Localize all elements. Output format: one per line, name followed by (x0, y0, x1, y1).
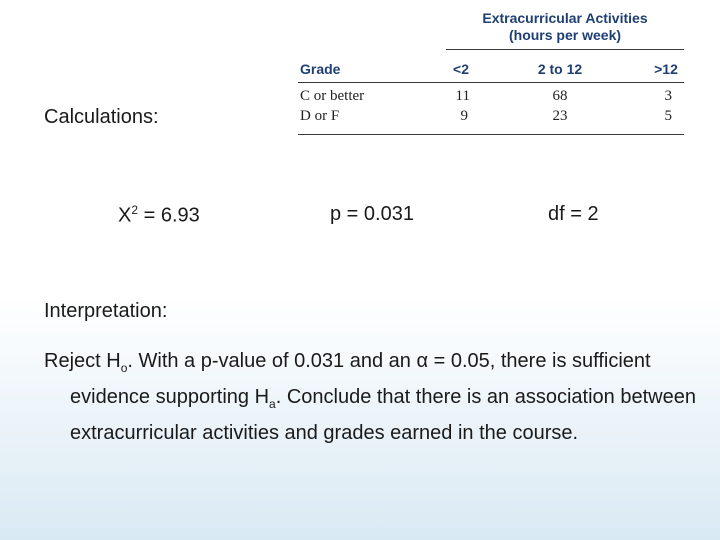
row2-2to12: 23 (552, 108, 568, 124)
row1-grade: C or better (300, 88, 365, 104)
chi-value: = 6.93 (138, 204, 200, 227)
h-alt-subscript: a (269, 397, 276, 411)
header-grade: Grade (300, 61, 341, 77)
row1-gt12: 3 (664, 88, 672, 104)
conclusion-paragraph (44, 347, 720, 448)
row2-grade: D or F (300, 108, 340, 124)
conclusion-part2: . With a p-value of 0.031 and an α = 0.05, there is sufficient evidence supporting H (70, 350, 651, 408)
table-title (446, 10, 684, 44)
df-stat: df = 2 (548, 203, 599, 225)
header-lt2: <2 (453, 61, 469, 77)
chi-symbol: X (118, 204, 132, 227)
row2-gt12: 5 (664, 108, 672, 124)
chi-square-stat (118, 203, 200, 228)
title-rule (446, 49, 684, 50)
row2-lt2: 9 (460, 108, 468, 124)
bottom-rule (298, 134, 684, 135)
header-2to12: 2 to 12 (537, 61, 583, 77)
p-value-stat: p = 0.031 (330, 203, 414, 225)
chi-exponent: 2 (131, 203, 139, 217)
conclusion-part1: Reject H (44, 350, 121, 372)
conclusion-part3: . Conclude that there is an association between extracurricular activities and grades earned in the course. (70, 386, 696, 444)
row1-2to12: 68 (552, 88, 568, 104)
interpretation-label: Interpretation: (44, 300, 168, 322)
table-title-line2: (hours per week) (508, 27, 622, 43)
row1-lt2: 11 (455, 88, 470, 104)
header-rule (298, 82, 684, 83)
h-null-subscript: o (120, 361, 128, 375)
calculations-label: Calculations: (44, 106, 159, 128)
table-title-line1: Extracurricular Activities (482, 10, 648, 26)
header-gt12: >12 (654, 61, 678, 77)
